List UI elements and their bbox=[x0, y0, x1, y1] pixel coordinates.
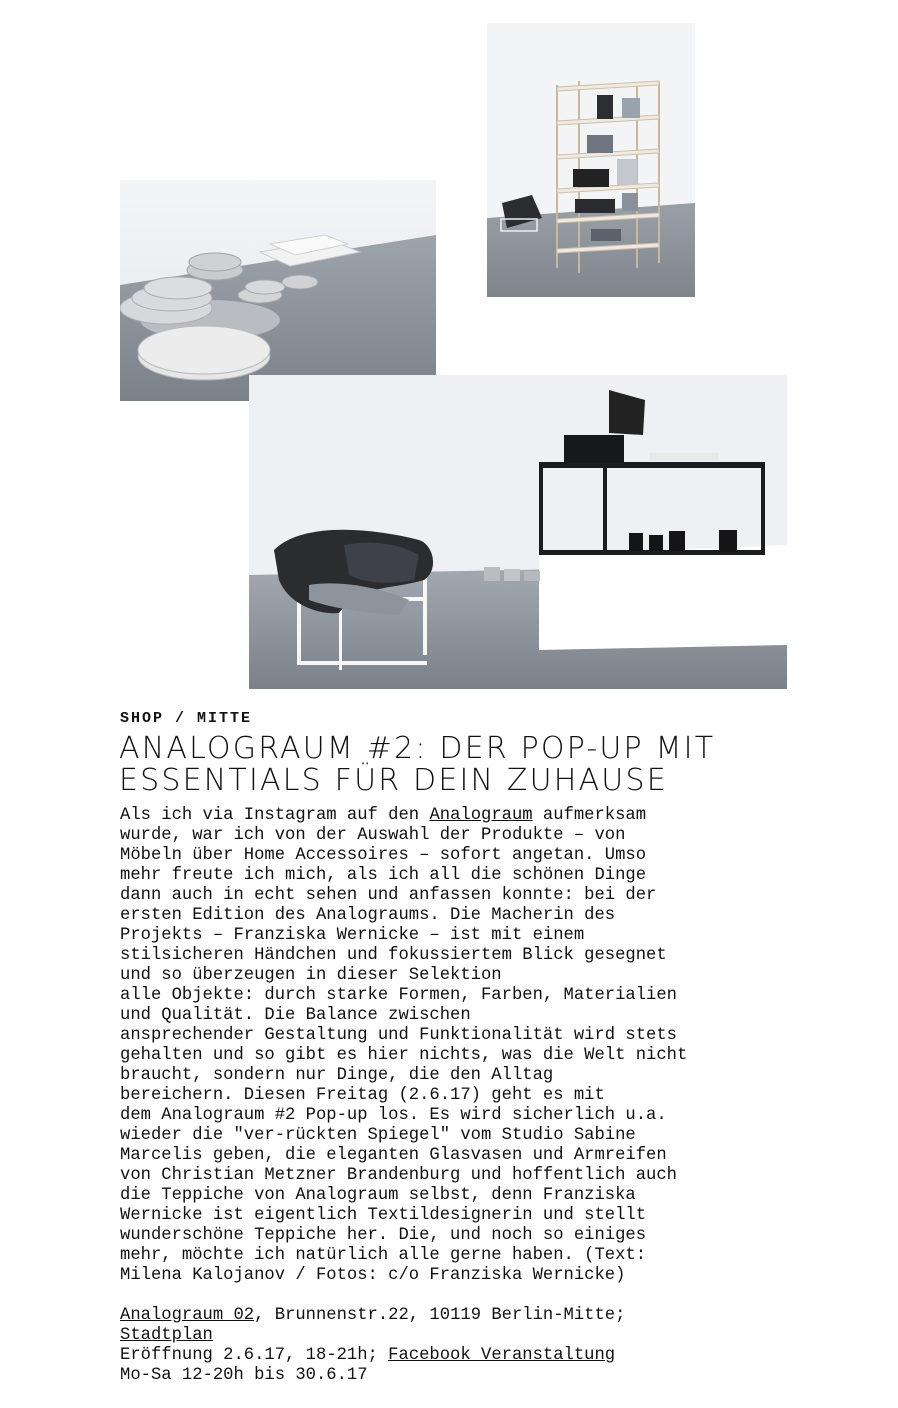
photo-felt-discs bbox=[120, 180, 436, 401]
article-body bbox=[120, 806, 810, 1286]
body-text-start: Als ich via Instagram auf den bbox=[120, 806, 430, 825]
opening-hours: Mo-Sa 12-20h bis 30.6.17 bbox=[120, 1366, 368, 1385]
event-info bbox=[120, 1306, 810, 1386]
article-category: SHOP / MITTE bbox=[120, 710, 253, 727]
facebook-event-link[interactable]: Facebook Veranstaltung bbox=[388, 1346, 616, 1365]
analograum-link[interactable]: Analograum bbox=[429, 806, 533, 825]
opening-text: Eröffnung 2.6.17, 18-21h; bbox=[120, 1346, 389, 1365]
body-text-rest: aufmerksam wurde, war ich von der Auswahl der Produkte – von Möbeln über Home Accessoires – sofort angetan. Umso mehr freute ich mich, als ich all die schönen Dinge dann auch in echt sehen und anfassen konnte: bei der ersten Edition des Analograums. Die Macherin des Projekts – Franziska Wernicke – ist mit einem stilsicheren Händchen und fokussiertem Blick gesegnet und so überzeugen in dieser Selektion alle Objekte: durch starke Formen, Farben, Materialien und Qualität. Die Balance zwischen ansprechender Gestaltung und Funktionalität wird stets gehalten und so gibt es hier nichts, was die Welt nicht braucht, sondern nur Dinge, die den Alltag bereichern. Diesen Freitag (2.6.17) geht es mit dem Analograum #2 Pop-up los. Es wird sicherlich u.a. wieder die "ver-rückten Spiegel" vom Studio Sabine Marcelis geben, die eleganten Glasvasen und Armreifen von Christian Metzner Brandenburg und hoffentlich auch die Teppiche von Analograum selbst, denn Franziska Wernicke ist eigentlich Textildesignerin und stellt wunderschöne Teppiche her. Die, und noch so einiges mehr, möchte ich natürlich alle gerne haben. (Text: Milena Kalojanov / Fotos: c/o Franziska Wernicke) bbox=[120, 806, 688, 1285]
title-line-1: ANALOGRAUM #2: DER POP-UP MIT bbox=[119, 731, 716, 766]
photo-shelf bbox=[487, 23, 695, 297]
title-line-2: ESSENTIALS FÜR DEIN ZUHAUSE bbox=[119, 763, 668, 798]
map-link[interactable]: Stadtplan bbox=[120, 1326, 213, 1345]
article-title bbox=[119, 733, 819, 797]
venue-address: , Brunnenstr.22, 10119 Berlin-Mitte; bbox=[254, 1306, 626, 1325]
venue-link[interactable]: Analograum 02 bbox=[120, 1306, 255, 1325]
photo-display-table bbox=[249, 375, 787, 689]
